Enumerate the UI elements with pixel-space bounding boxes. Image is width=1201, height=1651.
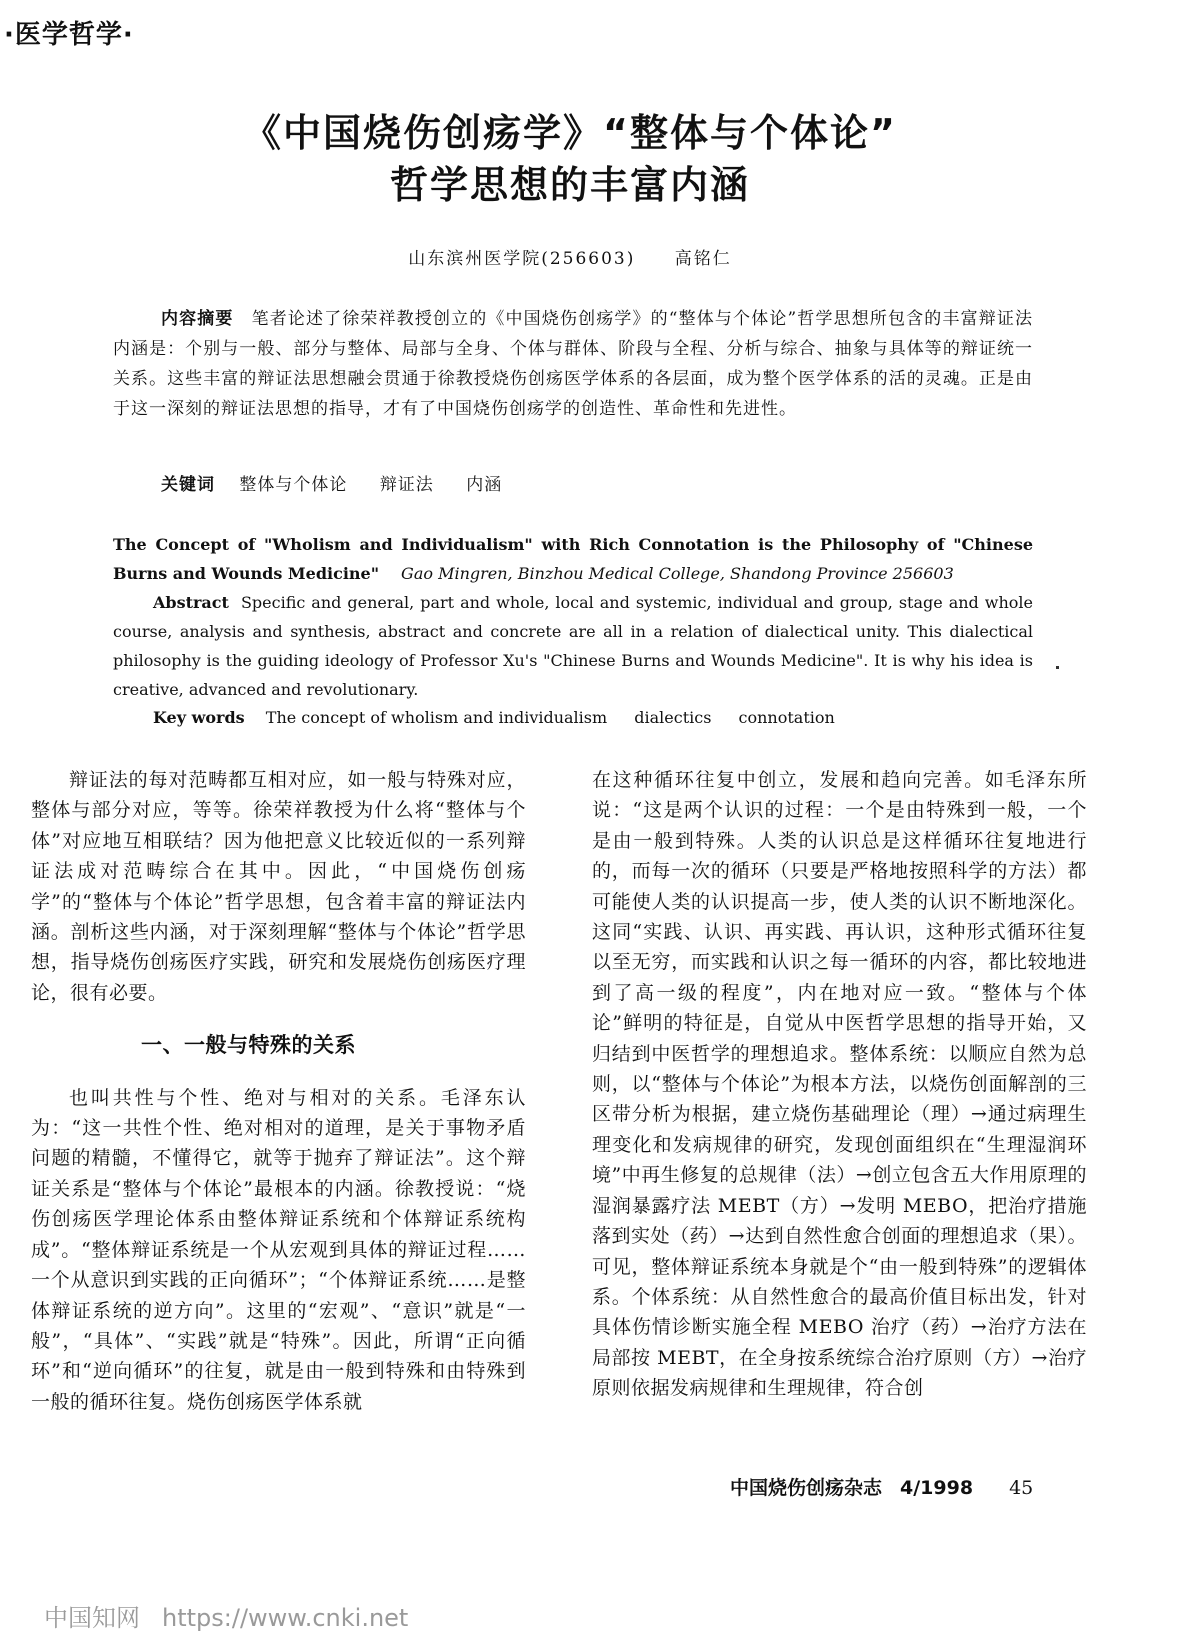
author-line [120, 244, 1020, 269]
keywords-cn-label: 关键词 [161, 475, 215, 495]
keyword-en: The concept of wholism and individualism [265, 708, 608, 727]
journal-name: 中国烧伤创疡杂志 [730, 1477, 883, 1499]
author-name: 高铭仁 [674, 249, 732, 269]
abstract-cn [113, 304, 1033, 424]
keywords-en-label: Key words [153, 708, 245, 727]
keyword-cn: 内涵 [466, 475, 503, 495]
keywords-en [153, 708, 857, 727]
body-paragraph: 在这种循环往复中创立，发展和趋向完善。如毛泽东所说：“这是两个认识的过程：一个是由特殊到一般，一个是由一般到特殊。人类的认识总是这样循环往复地进行的，而每一次的循环（只要是严格地按照科学的方法）都可能使人类的认识提高一步，使人类的认识不断地深化。这同“实践、认识、再实践、再认识，这种形式循环往复以至无穷，而实践和认识之每一循环的内容，都比较地进到了高一级的程度”，内在地对应一致。“整体与个体论”鲜明的特征是，自觉从中医哲学思想的指导开始，又归结到中医哲学的理想追求。整体系统：以顺应自然为总则，以“整体与个体论”为根本方法，以烧伤创面解剖的三区带分析为根据，建立烧伤基础理论（理）→通过病理生理变化和发病规律的研究，发现创面组织在“生理湿润环境”中再生修复的总规律（法）→创立包含五大作用原理的湿润暴露疗法 MEBT（方）→发明 MEBO，把治疗措施落到实处（药）→达到自然性愈合创面的理想追求（果）。可见，整体辩证系统本身就是个“由一般到特殊”的逻辑体系。个体系统：从自然性愈合的最高价值目标出发，针对具体伤情诊断实施全程 MEBO 治疗（药）→治疗方法在局部按 MEBT，在全身按系统综合治疗原则（方）→治疗原则依据发病规律和生理规律，符合创 [592, 769, 1087, 1400]
watermark-url: https://www.cnki.net [162, 1604, 409, 1632]
abstract-en-label: Abstract [153, 593, 229, 612]
body-column-right [592, 765, 1087, 1404]
affiliation: 山东滨州医学院(256603) [408, 249, 636, 269]
journal-issue: 4/1998 [900, 1477, 974, 1499]
body-column-left [31, 765, 526, 1417]
scan-speck [1056, 666, 1059, 669]
section-heading: 一、一般与特殊的关系 [141, 1033, 356, 1058]
abstract-cn-label: 内容摘要 [161, 309, 234, 329]
article-title-line1: 《中国烧伤创疡学》“整体与个体论” [243, 111, 897, 155]
english-title: The Concept of "Wholism and Individualism" with Rich Connotation is the Philosophy of "Chinese Burns and Wounds Medicine" [113, 535, 1033, 583]
english-author: Gao Mingren, Binzhou Medical College, Shandong Province 256603 [401, 564, 954, 583]
page-number: 45 [1009, 1477, 1034, 1499]
body-paragraph: 辩证法的每对范畴都互相对应，如一般与特殊对应，整体与部分对应，等等。徐荣祥教授为什么将“整体与个体”对应地互相联结？因为他把意义比较近似的一系列辩证法成对范畴综合在其中。因此，“中国烧伤创疡学”的“整体与个体论”哲学思想，包含着丰富的辩证法内涵。剖析这些内涵，对于深刻理解“整体与个体论”哲学思想，指导烧伤创疡医疗实践，研究和发展烧伤创疡医疗理论，很有必要。 [31, 769, 526, 1004]
abstract-cn-text: 笔者论述了徐荣祥教授创立的《中国烧伤创疡学》的“整体与个体论”哲学思想所包含的丰富辩证法内涵是：个别与一般、部分与整体、局部与全身、个体与群体、阶段与全程、分析与综合、抽象与具体等的辩证统一关系。这些丰富的辩证法思想融会贯通于徐教授烧伤创疡医学体系的各层面，成为整个医学体系的活的灵魂。正是由于这一深刻的辩证法思想的指导，才有了中国烧伤创疡学的创造性、革命性和先进性。 [113, 309, 1033, 419]
body-paragraph: 也叫共性与个性、绝对与相对的关系。毛泽东认为：“这一共性个性、绝对相对的道理，是关于事物矛盾问题的精髓，不懂得它，就等于抛弃了辩证法”。这个辩证关系是“整体与个体论”最根本的内涵。徐教授说：“烧伤创疡医学理论体系由整体辩证系统和个体辩证系统构成”。“整体辩证系统是一个从宏观到具体的辩证过程……一个从意识到实践的正向循环”；“个体辩证系统……是整体辩证系统的逆方向”。这里的“宏观”、“意识”就是“一般”，“具体”、“实践”就是“特殊”。因此，所谓“正向循环”和“逆向循环”的往复，就是由一般到特殊和由特殊到一般的循环往复。烧伤创疡医学体系就 [31, 1086, 526, 1413]
keyword-cn: 辩证法 [379, 475, 434, 495]
watermark [44, 1598, 408, 1633]
page-footer [730, 1473, 1033, 1500]
keyword-en: connotation [738, 708, 835, 727]
keyword-cn: 整体与个体论 [239, 475, 348, 495]
section-tag: ·医学哲学· [4, 20, 134, 50]
abstract-en-text: Specific and general, part and whole, local and systemic, individual and group, stage and whole course, analysis and synthesis, abstract and concrete are all in a relation of dialectical unity. This dialectical philosophy is the guiding ideology of Professor Xu's "Chinese Burns and Wounds Medicine". It is why his idea is creative, advanced and revolutionary. [113, 593, 1033, 699]
article-title-line2: 哲学思想的丰富内涵 [389, 163, 750, 207]
abstract-en [113, 530, 1033, 704]
keywords-cn [161, 470, 528, 495]
watermark-site: 中国知网 [44, 1604, 140, 1632]
keyword-en: dialectics [634, 708, 712, 727]
